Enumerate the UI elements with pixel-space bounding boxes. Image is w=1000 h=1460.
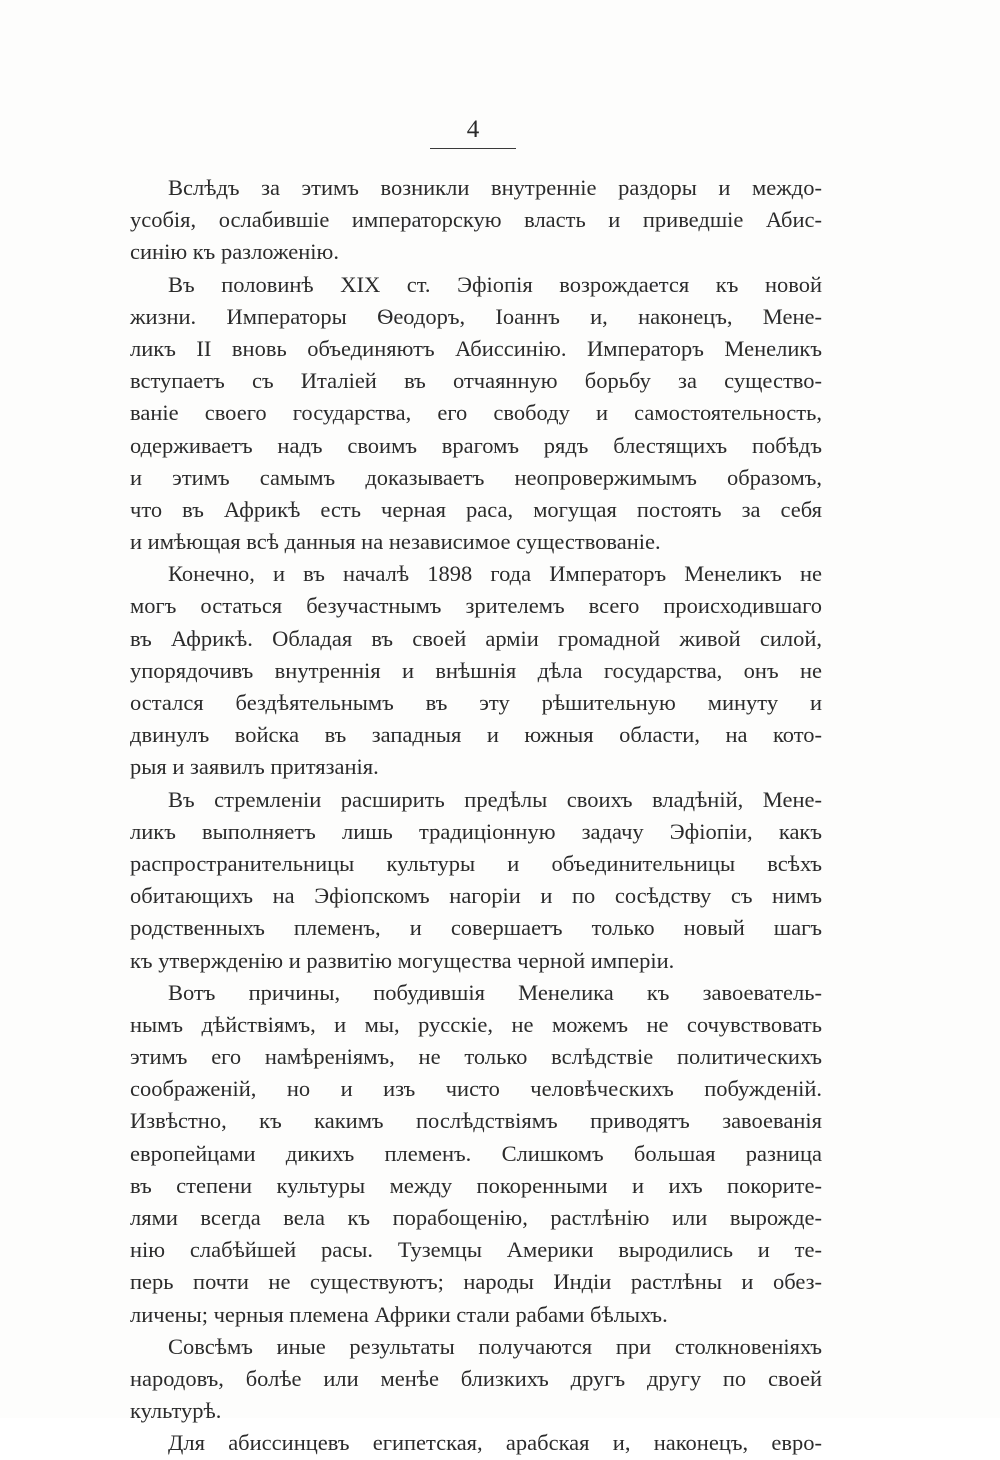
text-line: этимъ его намѣреніямъ, не только вслѣдствіе политическихъ (130, 1044, 822, 1070)
text-line: остался бездѣятельнымъ въ эту рѣшительную минуту и (130, 690, 822, 715)
text-line: распространительницы культуры и объединительницы всѣхъ (130, 850, 822, 876)
text-line: и имѣющая всѣ данныя на независимое существованіе. (130, 529, 661, 555)
page-number: 4 (466, 116, 480, 143)
text-line: двинулъ войска въ западныя и южныя области, на кото- (130, 722, 822, 748)
text-line: соображеній, но и изъ чисто человѣческихъ побужденій. (130, 1076, 822, 1102)
text-line: перь почти не существуютъ; народы Индіи растлѣны и обез- (130, 1269, 822, 1295)
body-text (130, 172, 822, 1460)
text-line: въ степени культуры между покоренными и ихъ покорите- (130, 1172, 822, 1198)
text-line: ликъ выполняетъ лишь традиціонную задачу Эфіопіи, какъ (130, 818, 822, 844)
text-line: усобія, ослабившіе императорскую власть и приведшіе Абис- (130, 207, 822, 233)
text-line: нію слабѣйшей расы. Туземцы Америки выродились и те- (130, 1237, 822, 1263)
page-number-rule (430, 148, 516, 149)
text-line: ликъ II вновь объединяютъ Абиссинію. Императоръ Менеликъ (130, 335, 822, 361)
text-line: ваніе своего государства, его свободу и самостоятельность, (130, 400, 822, 426)
text-line: родственныхъ племенъ, и совершаетъ только новый шагъ (130, 915, 822, 941)
text-line: Извѣстно, къ какимъ послѣдствіямъ приводятъ завоеванія (130, 1108, 822, 1134)
text-line: и этимъ самымъ доказываетъ неопровержимымъ образомъ, (130, 464, 822, 490)
text-line: что въ Африкѣ есть черная раса, могущая постоять за себя (130, 496, 822, 522)
text-line: въ Африкѣ. Обладая въ своей арміи громадной живой силой, (130, 625, 822, 651)
text-line: народовъ, болѣе или менѣе близкихъ другъ другу по своей (130, 1365, 822, 1391)
text-line: къ утвержденію и развитію могущества черной имперіи. (130, 947, 675, 973)
text-line: жизни. Императоры Ѳеодоръ, Іоаннъ и, наконецъ, Мене- (130, 303, 822, 329)
text-line: могъ остаться безучастнымъ зрителемъ всего происходившаго (130, 593, 822, 619)
text-line: Совсѣмъ иные результаты получаются при столкновеніяхъ (168, 1333, 822, 1359)
text-line: личены; черныя племена Африки стали рабами бѣлыхъ. (130, 1301, 668, 1327)
text-line: синію къ разложенію. (130, 239, 339, 265)
text-line: лями всегда вела къ порабощенію, растлѣнію или вырожде- (130, 1205, 822, 1230)
text-line: рыя и заявилъ притязанія. (130, 754, 379, 780)
text-line: Конечно, и въ началѣ 1898 года Императоръ Менеликъ не (168, 561, 822, 587)
text-line: Вотъ причины, побудившія Менелика къ завоеватель- (168, 979, 822, 1005)
text-line: Въ стремленіи расширить предѣлы своихъ владѣній, Мене- (168, 786, 822, 812)
text-line: упорядочивъ внутреннія и внѣшнія дѣла государства, онъ не (130, 657, 822, 683)
text-line: европейцами дикихъ племенъ. Слишкомъ большая разница (130, 1140, 822, 1166)
text-line: вступаетъ съ Италіей въ отчаянную борьбу за существо- (130, 368, 822, 394)
text-line: Для абиссинцевъ египетская, арабская и, наконецъ, евро- (168, 1430, 822, 1456)
text-line: Вслѣдъ за этимъ возникли внутренніе раздоры и междо- (168, 175, 822, 200)
text-line: обитающихъ на Эфіопскомъ нагоріи и по сосѣдству съ нимъ (130, 883, 822, 909)
text-line: одерживаетъ надъ своимъ врагомъ рядъ блестящихъ побѣдъ (130, 432, 822, 458)
text-line: культурѣ. (130, 1398, 222, 1424)
text-line: Въ половинѣ XIX ст. Эфіопія возрождается къ новой (168, 271, 822, 297)
text-line: нымъ дѣйствіямъ, и мы, русскіе, не можемъ не сочувствовать (130, 1011, 822, 1037)
